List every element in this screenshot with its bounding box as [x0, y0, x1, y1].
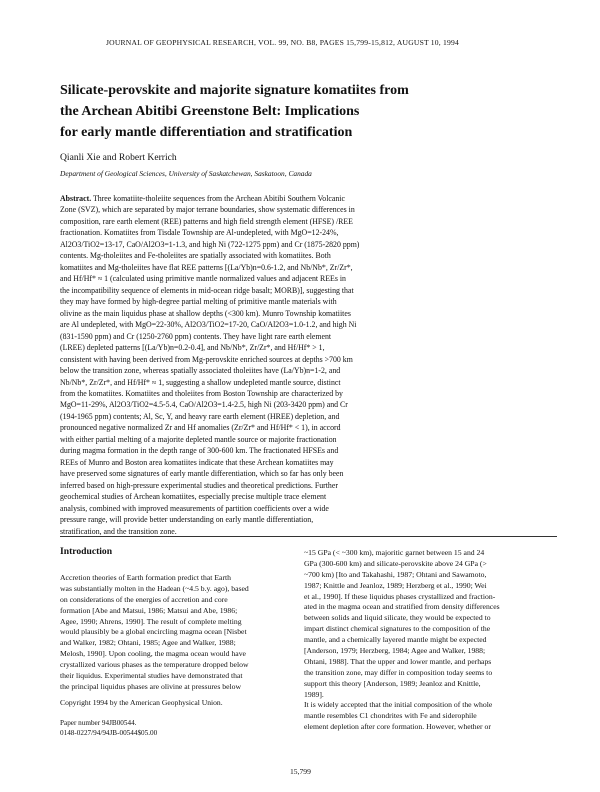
paper-title [60, 80, 490, 143]
body-text-line: ated in the magma ocean and stratified from density differences [304, 602, 500, 612]
title-line: Silicate-perovskite and majorite signature komatiites from [60, 83, 409, 98]
body-text-line: would plausibly be a global encircling magma ocean [Nisbet [60, 627, 247, 637]
abstract-line: Al2O3/TiO2=13-17, CaO/Al2O3=1-1.3, and high Ni (722-1275 ppm) and Cr (1875-2820 ppm) [60, 239, 360, 249]
body-text-line: Ohtani, 1988]. That the upper and lower mantle, and perhaps [304, 656, 492, 666]
body-text-line: was substantially molten in the Hadean (~4.5 b.y. ago), based [60, 583, 249, 593]
abstract-line: with either partial melting of a majorite depleted mantle source or majorite fractionation [60, 434, 337, 444]
abstract-text: Three komatiite-tholeiite sequences from the Archean Abitibi Southern Volcanic [91, 194, 345, 203]
body-text-line: 1989]. [304, 689, 324, 699]
body-text-line: the principal liquidus phases are olivine at pressures below [60, 681, 242, 691]
abstract-line: REEs of Munro and Boston area komatiites indicate that these Archean komatiites may [60, 457, 334, 467]
body-text-line: element depletion after core formation. However, whether or [304, 722, 491, 732]
abstract-line: inferred based on high-pressure experimental studies and theoretical predictions. Further [60, 480, 338, 490]
left-column [60, 573, 296, 693]
body-text-line: ~700 km) [Ito and Takahashi, 1987; Ohtani and Sawamoto, [304, 569, 487, 579]
abstract-line: komatiites and Mg-tholeiites have flat REE patterns [(La/Yb)n=0.6-1.2, and Nb/Nb*, Zr/Zr*, [60, 262, 353, 272]
body-text-line: Accretion theories of Earth formation predict that Earth [60, 573, 231, 582]
abstract-line: Zone (SVZ), which are separated by major terrane boundaries, show systematic differences in [60, 205, 355, 215]
abstract-line: they may have formed by high-degree partial melting of primitive mantle materials with [60, 297, 337, 307]
page-number: 15,799 [290, 767, 311, 776]
body-text-line: impart distinct chemical signatures to the composition of the [304, 624, 491, 634]
abstract-line: from the komatiites. Komatiites and tholeiites from Boston Township are characterized by [60, 388, 343, 398]
body-text-line: their liquidus. Experimental studies have demonstrated that [60, 671, 243, 681]
abstract-line: are Al undepleted, with MgO=22-30%, Al2O3/TiO2=17-20, CaO/Al2O3=1.0-1.2, and high Ni [60, 320, 357, 330]
abstract-line: (194-1965 ppm) contents; Al, Sc, Y, and heavy rare earth element (HREE) depletion, and [60, 411, 340, 421]
abstract-line: olivine as the main liquidus phase at shallow depths (<300 km). Munro Township komatiites [60, 308, 351, 318]
right-column [304, 548, 556, 733]
body-text-line: It is widely accepted that the initial composition of the whole [304, 700, 493, 710]
abstract-first-line [60, 193, 560, 204]
body-text-line: mantle, and a chemically layered mantle might be expected [304, 635, 487, 645]
abstract-line: Nb/Nb*, Zr/Zr*, and Hf/Hf* ≈ 1, suggesting a shallow undepleted mantle source, distinct [60, 377, 341, 387]
abstract-line: fractionation. Komatiites from Tisdale Township are Al-undepleted, with MgO=12-24%, [60, 228, 339, 238]
body-text-line: Melosh, 1990]. Upon cooling, the magma ocean would have [60, 649, 246, 659]
running-head: JOURNAL OF GEOPHYSICAL RESEARCH, VOL. 99, NO. B8, PAGES 15,799-15,812, AUGUST 10, 1994 [106, 38, 459, 47]
paper-number: Paper number 94JB00544. [60, 719, 137, 727]
paper-info [60, 718, 157, 738]
copyright-notice: Copyright 1994 by the American Geophysical Union. [60, 698, 223, 707]
body-text-line: et al., 1990]. If these liquidus phases crystallized and fraction- [304, 591, 496, 601]
body-text-line: and Walker, 1982; Ohtani, 1985; Agee and Walker, 1988; [60, 638, 236, 648]
abstract-line: composition, rare earth element (REE) patterns and high field strength element (HFSE) /REE [60, 216, 353, 226]
title-line: for early mantle differentiation and stratification [60, 125, 353, 140]
abstract-line: analysis, combined with improved measurements of partition coefficients over a wide [60, 503, 329, 513]
abstract-line: the incompatibility sequence of elements in mid-ocean ridge basalt; MORB)], suggesting that [60, 285, 354, 295]
abstract-line: pressure range, will provide better understanding on early mantle differentiation, [60, 515, 314, 525]
body-text-line: mantle resembles C1 chondrites with Fe and siderophile [304, 711, 477, 721]
abstract-line: during magma formation in the depth range of 300-600 km. The fractionated HFSEs and [60, 446, 339, 456]
body-text-line: 1987; Knittle and Jeanloz, 1989; Herzberg et al., 1990; Wei [304, 580, 487, 590]
body-text-line: [Anderson, 1979; Herzberg, 1984; Agee and Walker, 1988; [304, 646, 486, 656]
body-text-line: ~15 GPa (< ~300 km), majoritic garnet between 15 and 24 [304, 548, 485, 557]
body-text-line: between solids and liquid silicate, they would be expected to [304, 613, 491, 623]
issn-line: 0148-0227/94/94JB-00544$05.00 [60, 729, 158, 737]
abstract-line: geochemical studies of Archean komatiites, especially precise multiple trace element [60, 492, 327, 502]
body-text-line: the transition zone, may differ in composition today seems to [304, 667, 493, 677]
body-text-line: Agee, 1990; Ahrens, 1990]. The result of complete melting [60, 616, 242, 626]
abstract-line: and Hf/Hf* ≈ 1 (calculated using primitive mantle normalized values and adjacent REEs in [60, 274, 346, 284]
title-line: the Archean Abitibi Greenstone Belt: Implications [60, 104, 360, 119]
affiliation: Department of Geological Sciences, University of Saskatchewan, Saskatoon, Canada [60, 169, 312, 178]
abstract-line: consistent with having been derived from Mg-perovskite enriched sources at depths >700 km [60, 354, 353, 364]
abstract [60, 193, 560, 537]
abstract-line: stratification, and the transition zone. [60, 526, 177, 536]
abstract-line: pronounced negative normalized Zr and Hf anomalies (Zr/Zr* and Hf/Hf* < 1), in accord [60, 423, 341, 433]
authors: Qianli Xie and Robert Kerrich [60, 152, 177, 163]
section-heading-introduction: Introduction [60, 546, 113, 557]
body-text-line: crystallized various phases as the temperature dropped below [60, 660, 249, 670]
abstract-line: below the transition zone, whereas spatially associated tholeiites have (La/Yb)n=1-2, and [60, 366, 341, 376]
abstract-line: MgO=11-29%, Al2O3/TiO2=4.5-5.4, CaO/Al2O3=1.4-2.5, high Ni (203-3420 ppm) and Cr [60, 400, 348, 410]
abstract-line: contents. Mg-tholeiites and Fe-tholeiites are spatially associated with komatiites. Both [60, 251, 331, 261]
section-divider [60, 536, 557, 537]
abstract-lead: Abstract. [60, 194, 92, 203]
abstract-line: have preserved some signatures of early mantle differentiation, which so far has only been [60, 469, 344, 479]
body-text-line: formation [Abe and Matsui, 1986; Matsui and Abe, 1986; [60, 605, 238, 615]
body-text-line: on considerations of the energies of accretion and core [60, 594, 228, 604]
abstract-line: (LREE) depleted patterns [(La/Yb)n=0.2-0.4], and Nb/Nb*, Zr/Zr*, and Hf/Hf* > 1, [60, 343, 325, 353]
body-text-line: GPa (300-600 km) and silicate-perovskite above 24 GPa (> [304, 558, 487, 568]
body-text-line: support this theory [Anderson, 1989; Jeanloz and Knittle, [304, 678, 481, 688]
abstract-line: (831-1590 ppm) and Cr (1250-2760 ppm) contents. They have light rare earth element [60, 331, 332, 341]
